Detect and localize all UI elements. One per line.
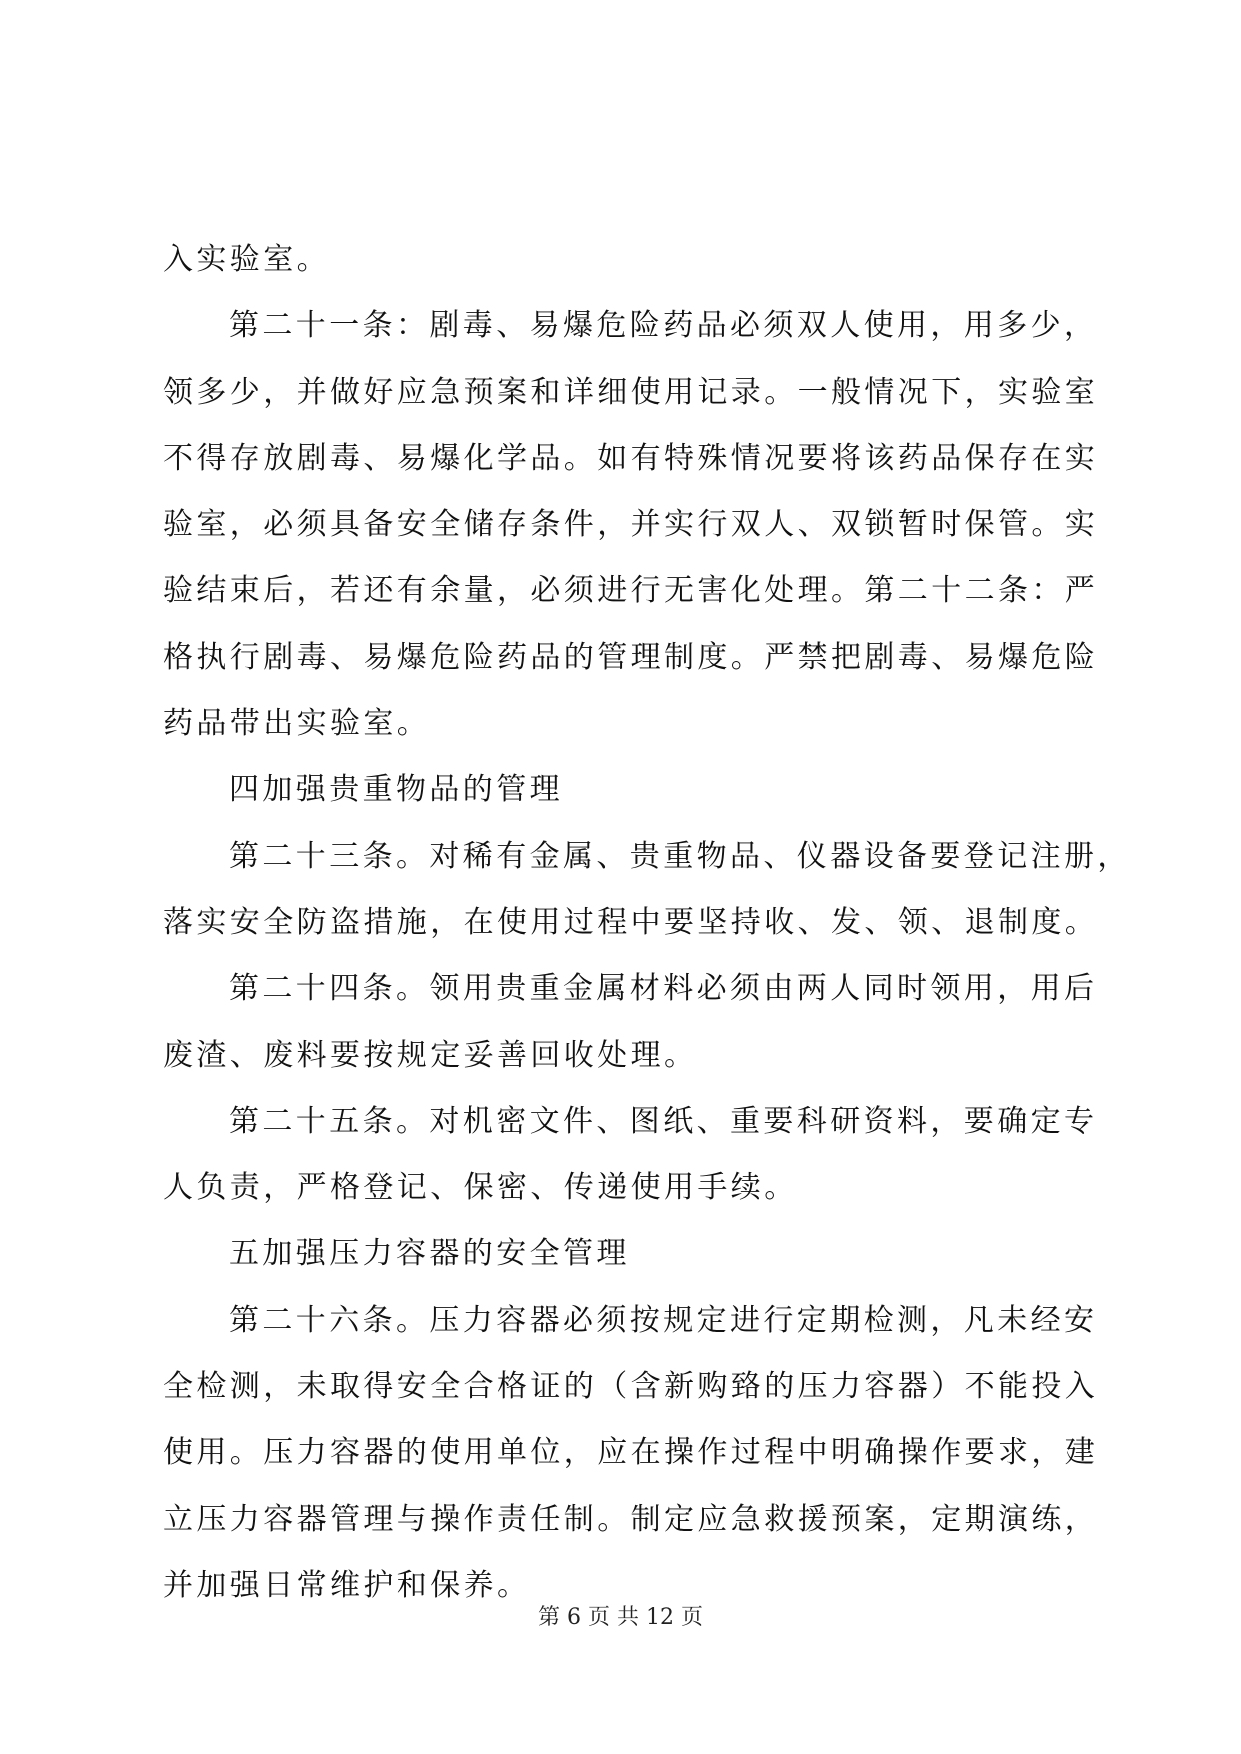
text-line-7: 格执行剧毒、易爆危险药品的管理制度。严禁把剧毒、易爆危险: [163, 639, 1099, 675]
text-line-13: 废渣、废料要按规定妥善回收处理。: [163, 1037, 698, 1073]
text-line-10: 第二十三条。对稀有金属、贵重物品、仪器设备要登记注册，: [229, 838, 1131, 874]
section-heading-5: 五加强压力容器的安全管理: [229, 1236, 630, 1272]
text-line-14: 第二十五条。对机密文件、图纸、重要科研资料，要确定专: [229, 1103, 1098, 1139]
text-line-4: 不得存放剧毒、易爆化学品。如有特殊情况要将该药品保存在实: [163, 440, 1099, 476]
text-line-19: 使用。压力容器的使用单位，应在操作过程中明确操作要求，建: [163, 1435, 1099, 1471]
text-line-6: 验结束后，若还有余量，必须进行无害化处理。第二十二条：严: [163, 573, 1099, 609]
page-number-footer: 第 6 页 共 12 页: [538, 1605, 703, 1630]
text-line-5: 验室，必须具备安全储存条件，并实行双人、双锁暂时保管。实: [163, 507, 1099, 543]
text-line-1: 入实验室。: [163, 242, 330, 277]
text-line-15: 人负责，严格登记、保密、传递使用手续。: [163, 1170, 798, 1206]
text-line-12: 第二十四条。领用贵重金属材料必须由两人同时领用，用后: [229, 971, 1098, 1007]
text-line-3: 领多少，并做好应急预案和详细使用记录。一般情况下，实验室: [163, 374, 1099, 410]
text-line-2: 第二十一条：剧毒、易爆危险药品必须双人使用，用多少，: [229, 308, 1098, 344]
text-line-8: 药品带出实验室。: [163, 706, 431, 742]
document-body: [163, 227, 1131, 1619]
text-line-20: 立压力容器管理与操作责任制。制定应急救援预案，定期演练，: [163, 1501, 1099, 1537]
section-heading-4: 四加强贵重物品的管理: [229, 772, 563, 808]
text-line-17: 第二十六条。压力容器必须按规定进行定期检测，凡未经安: [229, 1302, 1098, 1338]
text-line-18: 全检测，未取得安全合格证的（含新购臵的压力容器）不能投入: [163, 1369, 1099, 1405]
text-line-11: 落实安全防盗措施，在使用过程中要坚持收、发、领、退制度。: [163, 904, 1099, 940]
text-line-21: 并加强日常维护和保养。: [163, 1567, 531, 1603]
